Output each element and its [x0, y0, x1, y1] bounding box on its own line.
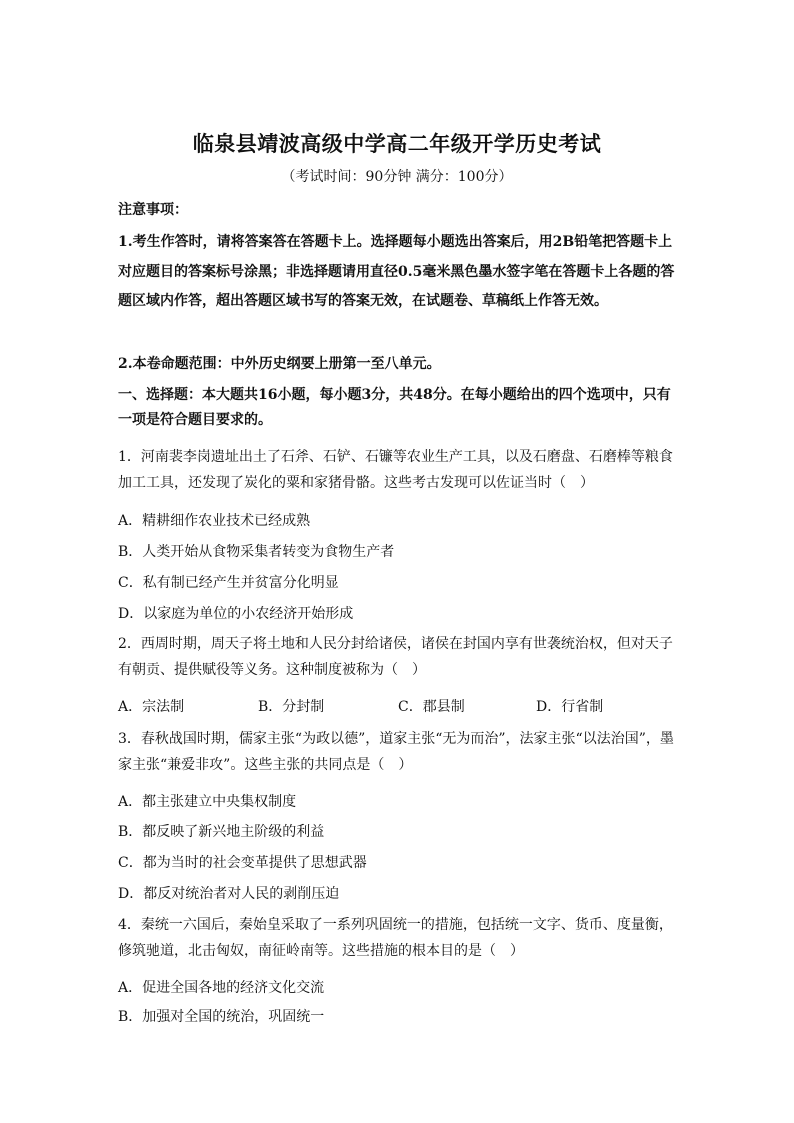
- exam-subtitle: （考试时间：90分钟 满分：100分）: [281, 169, 513, 185]
- question-2-option-a[interactable]: A．宗法制: [118, 699, 185, 715]
- question-2-option-c[interactable]: C．郡县制: [398, 699, 465, 715]
- question-4-option-a[interactable]: A．促进全国各地的经济文化交流: [118, 980, 325, 996]
- question-4-stem: 4．秦统一六国后，秦始皇采取了一系列巩固统一的措施，包括统一文字、货币、度量衡，修筑驰道，北击匈奴，南征岭南等。这些措施的根本目的是（ ）: [118, 917, 673, 959]
- question-1-stem: 1．河南裴李岗遗址出土了石斧、石铲、石镰等农业生产工具，以及石磨盘、石磨棒等粮食加工工具，还发现了炭化的粟和家猪骨骼。这些考古发现可以佐证当时（ ）: [118, 449, 673, 491]
- question-3-stem: 3．春秋战国时期，儒家主张“为政以德”，道家主张“无为而治”，法家主张“以法治国”，墨家主张“兼爱非攻”。这些主张的共同点是（ ）: [118, 731, 674, 773]
- question-4-option-b[interactable]: B．加强对全国的统治，巩固统一: [118, 1009, 325, 1025]
- notes-heading: 注意事项：: [118, 202, 188, 218]
- question-1-option-a[interactable]: A．精耕细作农业技术已经成熟: [118, 513, 311, 529]
- question-2-stem: 2．西周时期，周天子将土地和人民分封给诸侯，诸侯在封国内享有世袭统治权，但对天子有朝贡、提供赋役等义务。这种制度被称为（ ）: [118, 636, 673, 678]
- note-item-1: 1.考生作答时，请将答案答在答题卡上。选择题每小题选出答案后，用2B铅笔把答题卡上对应题目的答案标号涂黑；非选择题请用直径0.5毫米黑色墨水签字笔在答题卡上各题的答题区域内作答，超出答题区域书写的答案无效，在试题卷、草稿纸上作答无效。: [118, 234, 675, 310]
- question-1-option-d[interactable]: D．以家庭为单位的小农经济开始形成: [118, 606, 354, 622]
- question-2-option-d[interactable]: D．行省制: [536, 699, 604, 715]
- question-3-option-c[interactable]: C．都为当时的社会变革提供了思想武器: [118, 855, 367, 871]
- note-item-2: 2.本卷命题范围：中外历史纲要上册第一至八单元。: [118, 356, 441, 372]
- question-3-option-a[interactable]: A．都主张建立中央集权制度: [118, 794, 297, 810]
- question-1-option-b[interactable]: B．人类开始从食物采集者转变为食物生产者: [118, 544, 395, 560]
- question-2-option-b[interactable]: B．分封制: [258, 699, 325, 715]
- section-heading: 一、选择题：本大题共16小题，每小题3分，共48分。在每小题给出的四个选项中，只有一项是符合题目要求的。: [118, 387, 671, 428]
- question-1-option-c[interactable]: C．私有制已经产生并贫富分化明显: [118, 575, 339, 591]
- question-3-option-d[interactable]: D．都反对统治者对人民的剥削压迫: [118, 886, 340, 902]
- question-3-option-b[interactable]: B．都反映了新兴地主阶级的利益: [118, 824, 325, 840]
- exam-title: 临泉县靖波高级中学高二年级开学历史考试: [192, 131, 602, 156]
